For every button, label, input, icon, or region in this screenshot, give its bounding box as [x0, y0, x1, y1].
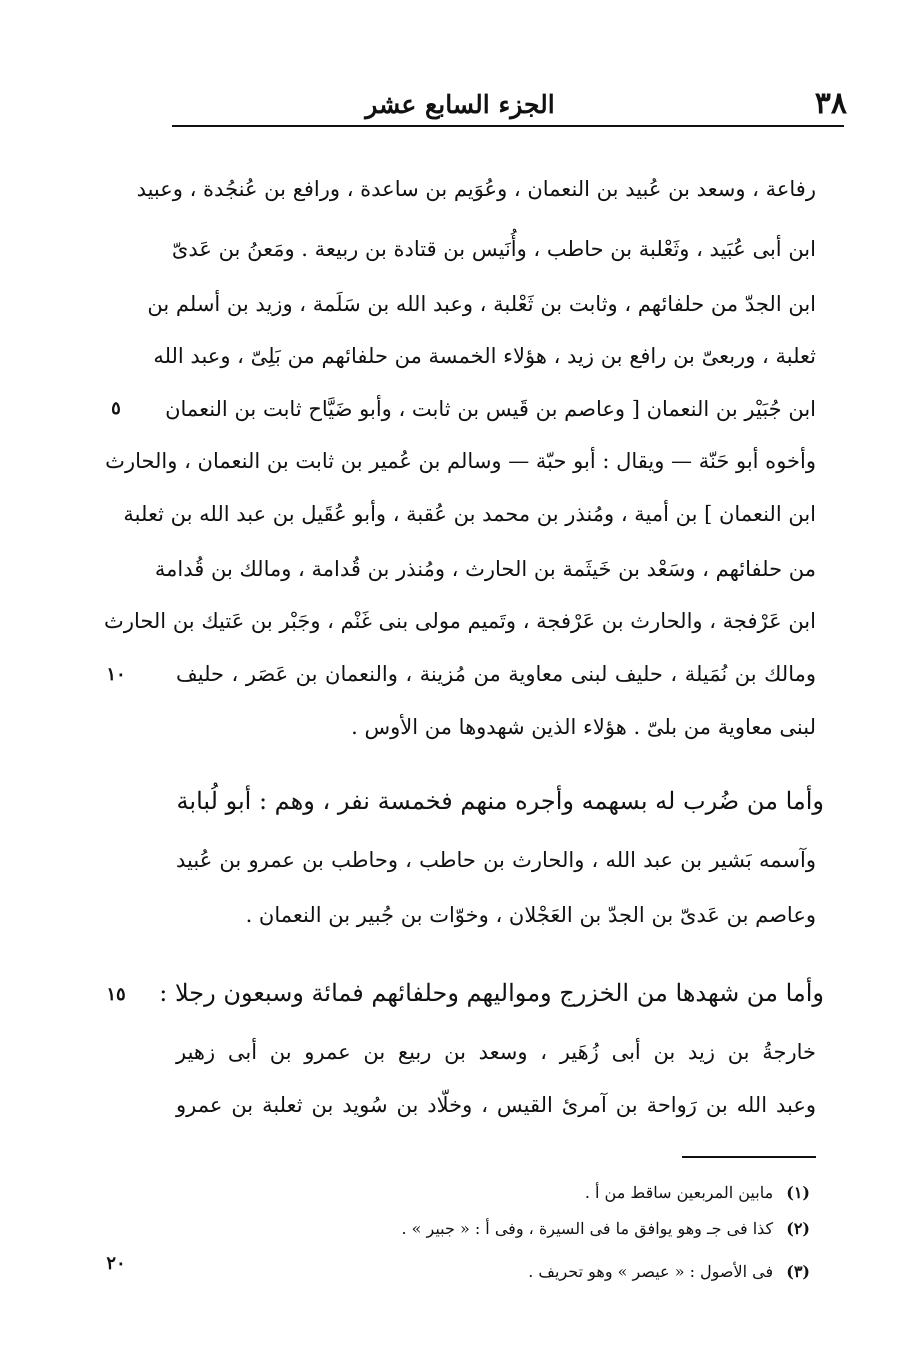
text-line: رفاعة ، وسعد بن عُبيد بن النعمان ، وعُوَيم بن ساعدة ، ورافع بن عُنجُدة ، وعبيد	[136, 177, 816, 201]
line-number-marker: ١٠	[106, 664, 126, 685]
page-number: ٣٨	[814, 86, 847, 121]
footnote-mark: (٣)	[786, 1262, 810, 1281]
footnote-text: فى الأصول : « عيصر » وهو تحريف .	[528, 1262, 774, 1281]
footnote-divider	[682, 1156, 816, 1158]
line-number-marker: ١٥	[106, 984, 126, 1005]
footnote	[290, 1216, 810, 1242]
text-line: وأما من ضُرب له بسهمه وأجره منهم فخمسة نفر ، وهم : أبو لُبابة	[176, 787, 824, 815]
text-line: وآسمه بَشير بن عبد الله ، والحارث بن حاطب ، وحاطب بن عمرو بن عُبيد	[176, 848, 816, 872]
footnote-text: كذا فى جـ وهو يوافق ما فى السيرة ، وفى أ : « جبير » .	[401, 1219, 774, 1238]
text-line: وأما من شهدها من الخزرج ومواليهم وحلفائهم فمائة وسبعون رجلا :	[159, 979, 824, 1007]
text-line: من حلفائهم ، وسَعْد بن خَيثَمة بن الحارث ، ومُنذر بن قُدامة ، ومالك بن قُدامة	[154, 557, 816, 581]
text-line: وعبد الله بن رَواحة بن آمرئ القيس ، وخلّاد بن سُويد بن ثعلبة بن عمرو	[176, 1093, 816, 1117]
footnote-mark: (١)	[786, 1183, 810, 1202]
text-line: ابن الجدّ من حلفائهم ، وثابت بن ثَعْلبة ، وعبد الله بن سَلَمة ، وزيد بن أسلم بن	[147, 292, 816, 316]
text-line: وعاصم بن عَدىّ بن الجدّ بن العَجْلان ، وخوّات بن جُبير بن النعمان .	[245, 903, 816, 927]
footnote	[290, 1259, 810, 1285]
footnote	[290, 1180, 810, 1206]
text-line: ابن جُبَيْر بن النعمان [ وعاصم بن قَيس بن ثابت ، وأبو ضَيَّاح ثابت بن النعمان	[165, 397, 816, 421]
text-line: خارجةُ بن زيد بن أبى زُهَير ، وسعد بن ربيع بن عمرو بن أبى زهير	[176, 1040, 816, 1064]
text-line: ابن النعمان ] بن أمية ، ومُنذر بن محمد بن عُقبة ، وأبو عُقَيل بن عبد الله بن ثعلبة	[123, 502, 816, 526]
running-header-title: الجزء السابع عشر	[365, 90, 555, 119]
text-line: لبنى معاوية من بلىّ . هؤلاء الذين شهدوها من الأوس .	[351, 715, 816, 739]
text-line: وأخوه أبو حَنّة — ويقال : أبو حبّة — وسالم بن عُمير بن ثابت بن النعمان ، والحارث	[105, 449, 816, 473]
text-line: ومالك بن نُمَيلة ، حليف لبنى معاوية من مُزينة ، والنعمان بن عَصَر ، حليف	[176, 662, 816, 686]
header-divider	[172, 125, 844, 127]
line-number-marker: ٢٠	[106, 1253, 126, 1274]
footnote-mark: (٢)	[786, 1219, 810, 1238]
text-line: ابن أبى عُبَيد ، وثَعْلبة بن حاطب ، وأُنَيس بن قتادة بن ربيعة . ومَعنُ بن عَدىّ	[171, 237, 816, 261]
line-number-marker: ٥	[111, 398, 121, 419]
text-line: ثعلبة ، وربعىّ بن رافع بن زيد ، هؤلاء الخمسة من حلفائهم من بَلِىّ ، وعبد الله	[153, 344, 816, 368]
footnote-text: مابين المربعين ساقط من أ .	[584, 1183, 774, 1202]
text-line: ابن عَرْفجة ، والحارث بن عَرْفجة ، وتَميم مولى بنى غَنْم ، وجَبْر بن عَتيك بن الحارث	[104, 609, 816, 633]
